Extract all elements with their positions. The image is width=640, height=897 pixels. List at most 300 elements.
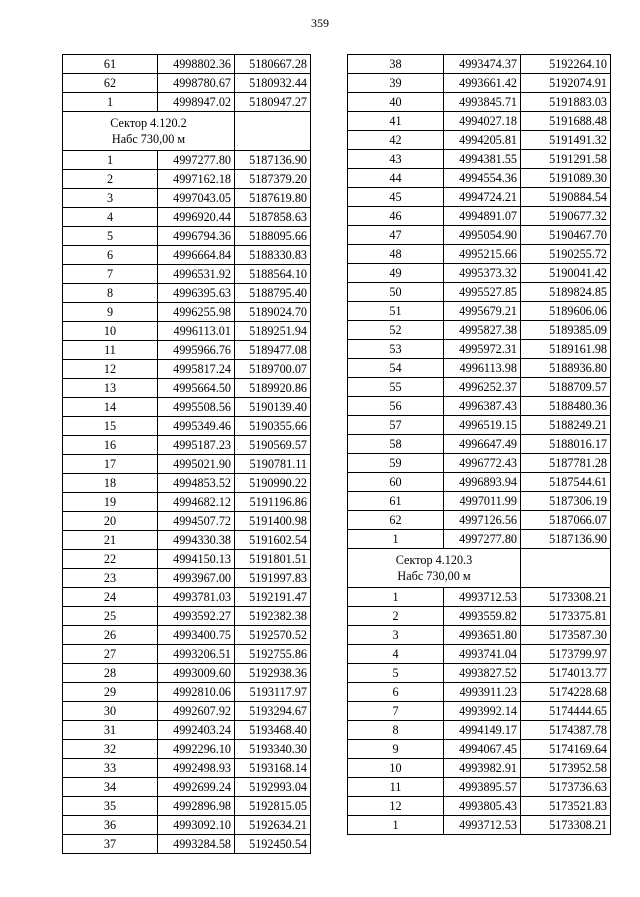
- point-number: 55: [348, 378, 444, 397]
- point-number: 62: [348, 511, 444, 530]
- table-row: [63, 93, 311, 112]
- coord-y: 5188480.36: [521, 397, 611, 416]
- point-number: 32: [63, 740, 158, 759]
- coordinates-table-left: [62, 54, 311, 854]
- point-number: 22: [63, 550, 158, 569]
- table-row: [348, 416, 611, 435]
- point-number: 41: [348, 112, 444, 131]
- point-number: 54: [348, 359, 444, 378]
- point-number: 57: [348, 416, 444, 435]
- table-row: [348, 588, 611, 607]
- table-row: [348, 283, 611, 302]
- coord-x: 4993009.60: [158, 664, 235, 683]
- coord-x: 4996893.94: [444, 473, 521, 492]
- coord-x: 4996647.49: [444, 435, 521, 454]
- table-row: [63, 835, 311, 854]
- table-row: [348, 226, 611, 245]
- point-number: 16: [63, 436, 158, 455]
- point-number: 43: [348, 150, 444, 169]
- point-number: 50: [348, 283, 444, 302]
- point-number: 38: [348, 55, 444, 74]
- sector-height: Набс 730,00 м: [397, 569, 471, 583]
- table-row: [348, 473, 611, 492]
- table-row: [348, 511, 611, 530]
- table-row: [63, 360, 311, 379]
- coord-y: 5173952.58: [521, 759, 611, 778]
- point-number: 62: [63, 74, 158, 93]
- coord-x: 4992896.98: [158, 797, 235, 816]
- coord-y: 5193294.67: [235, 702, 311, 721]
- coord-x: 4996113.98: [444, 359, 521, 378]
- table-row: [63, 512, 311, 531]
- coord-x: 4996387.43: [444, 397, 521, 416]
- coord-y: 5180932.44: [235, 74, 311, 93]
- coord-x: 4996794.36: [158, 227, 235, 246]
- point-number: 3: [348, 626, 444, 645]
- coord-y: 5174387.78: [521, 721, 611, 740]
- point-number: 20: [63, 512, 158, 531]
- coord-y: 5189385.09: [521, 321, 611, 340]
- coord-y: 5173308.21: [521, 588, 611, 607]
- point-number: 25: [63, 607, 158, 626]
- point-number: 5: [63, 227, 158, 246]
- point-number: 14: [63, 398, 158, 417]
- coord-y: 5188709.57: [521, 378, 611, 397]
- coord-x: 4995349.46: [158, 417, 235, 436]
- coord-y: 5192815.05: [235, 797, 311, 816]
- table-row: [348, 55, 611, 74]
- point-number: 17: [63, 455, 158, 474]
- table-row: [63, 208, 311, 227]
- table-row: [63, 303, 311, 322]
- coord-x: 4997162.18: [158, 170, 235, 189]
- coord-x: 4993661.42: [444, 74, 521, 93]
- coord-x: 4993712.53: [444, 816, 521, 835]
- table-row: [63, 322, 311, 341]
- coord-y: 5188016.17: [521, 435, 611, 454]
- coord-y: 5187858.63: [235, 208, 311, 227]
- point-number: 42: [348, 131, 444, 150]
- table-row: [63, 455, 311, 474]
- point-number: 19: [63, 493, 158, 512]
- coord-y: 5191491.32: [521, 131, 611, 150]
- coord-x: 4992498.93: [158, 759, 235, 778]
- point-number: 8: [63, 284, 158, 303]
- coord-x: 4997126.56: [444, 511, 521, 530]
- coord-x: 4996531.92: [158, 265, 235, 284]
- table-row: [348, 683, 611, 702]
- coord-x: 4995966.76: [158, 341, 235, 360]
- point-number: 11: [63, 341, 158, 360]
- coord-y: 5191602.54: [235, 531, 311, 550]
- table-row: [63, 170, 311, 189]
- table-row: [348, 740, 611, 759]
- coord-x: 4993400.75: [158, 626, 235, 645]
- coord-x: 4998947.02: [158, 93, 235, 112]
- coord-x: 4992699.24: [158, 778, 235, 797]
- coord-x: 4993206.51: [158, 645, 235, 664]
- table-row: [348, 702, 611, 721]
- table-row: [348, 359, 611, 378]
- table-row: [63, 74, 311, 93]
- table-row: [63, 759, 311, 778]
- point-number: 8: [348, 721, 444, 740]
- table-row: [348, 759, 611, 778]
- coord-y: 5192570.52: [235, 626, 311, 645]
- coord-y: 5192938.36: [235, 664, 311, 683]
- coord-y: 5190990.22: [235, 474, 311, 493]
- coord-x: 4992810.06: [158, 683, 235, 702]
- coord-x: 4993092.10: [158, 816, 235, 835]
- sector-title: Сектор 4.120.2: [110, 116, 187, 130]
- point-number: 1: [63, 93, 158, 112]
- point-number: 60: [348, 473, 444, 492]
- sector-height: Набс 730,00 м: [111, 132, 186, 146]
- coord-y: 5192634.21: [235, 816, 311, 835]
- table-row: [348, 492, 611, 511]
- coord-x: 4994891.07: [444, 207, 521, 226]
- coord-y: 5192993.04: [235, 778, 311, 797]
- table-row: [63, 341, 311, 360]
- point-number: 51: [348, 302, 444, 321]
- table-row: [348, 607, 611, 626]
- coord-x: 4994682.12: [158, 493, 235, 512]
- coord-y: 5173308.21: [521, 816, 611, 835]
- table-row: [63, 227, 311, 246]
- coord-y: 5193168.14: [235, 759, 311, 778]
- point-number: 23: [63, 569, 158, 588]
- table-row: [63, 569, 311, 588]
- coord-y: 5189824.85: [521, 283, 611, 302]
- table-row: [348, 207, 611, 226]
- coord-x: 4993992.14: [444, 702, 521, 721]
- point-number: 4: [348, 645, 444, 664]
- coord-y: 5174169.64: [521, 740, 611, 759]
- table-row: [63, 531, 311, 550]
- table-row: [63, 740, 311, 759]
- point-number: 37: [63, 835, 158, 854]
- table-row: [63, 797, 311, 816]
- coord-y: 5173736.63: [521, 778, 611, 797]
- point-number: 27: [63, 645, 158, 664]
- point-number: 24: [63, 588, 158, 607]
- point-number: 34: [63, 778, 158, 797]
- point-number: 10: [348, 759, 444, 778]
- table-row: [63, 474, 311, 493]
- coord-y: 5191400.98: [235, 512, 311, 531]
- coord-x: 4997011.99: [444, 492, 521, 511]
- table-row: [63, 645, 311, 664]
- table-row: [63, 721, 311, 740]
- coord-x: 4995817.24: [158, 360, 235, 379]
- point-number: 52: [348, 321, 444, 340]
- coord-x: 4993559.82: [444, 607, 521, 626]
- coord-y: 5191883.03: [521, 93, 611, 112]
- coord-x: 4994027.18: [444, 112, 521, 131]
- point-number: 45: [348, 188, 444, 207]
- coord-x: 4995021.90: [158, 455, 235, 474]
- coord-y: 5188936.80: [521, 359, 611, 378]
- point-number: 12: [348, 797, 444, 816]
- coord-x: 4995827.38: [444, 321, 521, 340]
- table-row: [63, 778, 311, 797]
- point-number: 26: [63, 626, 158, 645]
- point-number: 59: [348, 454, 444, 473]
- coord-y: 5189700.07: [235, 360, 311, 379]
- coord-y: 5190041.42: [521, 264, 611, 283]
- point-number: 61: [348, 492, 444, 511]
- point-number: 18: [63, 474, 158, 493]
- sector-header: [63, 112, 235, 151]
- coord-x: 4993895.57: [444, 778, 521, 797]
- coord-x: 4993967.00: [158, 569, 235, 588]
- coord-x: 4993982.91: [444, 759, 521, 778]
- coord-x: 4993651.80: [444, 626, 521, 645]
- coord-y: 5173375.81: [521, 607, 611, 626]
- point-number: 2: [63, 170, 158, 189]
- coord-x: 4994554.36: [444, 169, 521, 188]
- coord-y: 5187136.90: [235, 151, 311, 170]
- coord-y: 5174444.65: [521, 702, 611, 721]
- coord-x: 4997277.80: [158, 151, 235, 170]
- coord-y: 5189161.98: [521, 340, 611, 359]
- point-number: 3: [63, 189, 158, 208]
- coord-y: 5190255.72: [521, 245, 611, 264]
- coord-y: 5190569.57: [235, 436, 311, 455]
- point-number: 56: [348, 397, 444, 416]
- point-number: 15: [63, 417, 158, 436]
- coord-x: 4996255.98: [158, 303, 235, 322]
- table-row: [63, 398, 311, 417]
- coord-x: 4993805.43: [444, 797, 521, 816]
- coord-y: 5190781.11: [235, 455, 311, 474]
- sector-header-empty-cell: [235, 112, 311, 151]
- table-row: [348, 797, 611, 816]
- point-number: 36: [63, 816, 158, 835]
- table-row: [63, 493, 311, 512]
- table-row: [348, 378, 611, 397]
- coord-y: 5188249.21: [521, 416, 611, 435]
- coord-y: 5190355.66: [235, 417, 311, 436]
- point-number: 1: [348, 530, 444, 549]
- coord-x: 4997043.05: [158, 189, 235, 208]
- table-row: [63, 702, 311, 721]
- point-number: 31: [63, 721, 158, 740]
- point-number: 61: [63, 55, 158, 74]
- point-number: 44: [348, 169, 444, 188]
- coord-y: 5191801.51: [235, 550, 311, 569]
- coord-x: 4996113.01: [158, 322, 235, 341]
- sector-title: Сектор 4.120.3: [395, 553, 473, 567]
- coord-x: 4996920.44: [158, 208, 235, 227]
- coord-x: 4995187.23: [158, 436, 235, 455]
- point-number: 1: [348, 588, 444, 607]
- table-row: [348, 264, 611, 283]
- table-row: [348, 778, 611, 797]
- coord-y: 5193117.97: [235, 683, 311, 702]
- coord-x: 4993741.04: [444, 645, 521, 664]
- table-row: [348, 397, 611, 416]
- coord-y: 5173521.83: [521, 797, 611, 816]
- table-row: [63, 436, 311, 455]
- table-row: [63, 816, 311, 835]
- point-number: 4: [63, 208, 158, 227]
- coord-x: 4998780.67: [158, 74, 235, 93]
- coord-x: 4995972.31: [444, 340, 521, 359]
- sector-header: [348, 549, 521, 588]
- point-number: 53: [348, 340, 444, 359]
- table-row: [348, 150, 611, 169]
- coord-y: 5180667.28: [235, 55, 311, 74]
- sector-header-row: [348, 549, 611, 588]
- point-number: 13: [63, 379, 158, 398]
- coord-y: 5190139.40: [235, 398, 311, 417]
- table-row: [63, 55, 311, 74]
- table-row: [63, 626, 311, 645]
- coord-x: 4994853.52: [158, 474, 235, 493]
- coord-x: 4994330.38: [158, 531, 235, 550]
- coord-y: 5180947.27: [235, 93, 311, 112]
- table-row: [348, 530, 611, 549]
- coord-x: 4994067.45: [444, 740, 521, 759]
- coord-x: 4992296.10: [158, 740, 235, 759]
- coord-y: 5190677.32: [521, 207, 611, 226]
- coord-x: 4995054.90: [444, 226, 521, 245]
- table-row: [63, 683, 311, 702]
- coord-y: 5192264.10: [521, 55, 611, 74]
- table-row: [348, 74, 611, 93]
- page-number: 359: [311, 16, 329, 30]
- coord-x: 4993911.23: [444, 683, 521, 702]
- coord-y: 5192450.54: [235, 835, 311, 854]
- coord-x: 4996395.63: [158, 284, 235, 303]
- table-row: [63, 379, 311, 398]
- coord-y: 5174013.77: [521, 664, 611, 683]
- coord-x: 4993284.58: [158, 835, 235, 854]
- coord-y: 5187544.61: [521, 473, 611, 492]
- coord-x: 4995215.66: [444, 245, 521, 264]
- point-number: 39: [348, 74, 444, 93]
- coord-y: 5188330.83: [235, 246, 311, 265]
- coord-x: 4994507.72: [158, 512, 235, 531]
- coord-y: 5173799.97: [521, 645, 611, 664]
- table-row: [348, 245, 611, 264]
- coord-y: 5192755.86: [235, 645, 311, 664]
- sector-header-empty-cell: [521, 549, 611, 588]
- point-number: 11: [348, 778, 444, 797]
- table-row: [348, 721, 611, 740]
- coord-y: 5189024.70: [235, 303, 311, 322]
- point-number: 1: [348, 816, 444, 835]
- table-row: [348, 302, 611, 321]
- coord-y: 5189606.06: [521, 302, 611, 321]
- coord-y: 5188564.10: [235, 265, 311, 284]
- coord-x: 4996252.37: [444, 378, 521, 397]
- table-row: [63, 417, 311, 436]
- coord-y: 5191291.58: [521, 150, 611, 169]
- table-row: [348, 454, 611, 473]
- table-row: [348, 169, 611, 188]
- point-number: 30: [63, 702, 158, 721]
- coord-x: 4996519.15: [444, 416, 521, 435]
- coord-y: 5192074.91: [521, 74, 611, 93]
- coord-x: 4992403.24: [158, 721, 235, 740]
- coord-x: 4994149.17: [444, 721, 521, 740]
- coord-y: 5189251.94: [235, 322, 311, 341]
- coord-x: 4995527.85: [444, 283, 521, 302]
- table-row: [63, 265, 311, 284]
- table-row: [348, 626, 611, 645]
- table-row: [348, 340, 611, 359]
- table-row: [348, 112, 611, 131]
- coord-x: 4996664.84: [158, 246, 235, 265]
- table-row: [348, 131, 611, 150]
- coord-y: 5187306.19: [521, 492, 611, 511]
- coord-y: 5188795.40: [235, 284, 311, 303]
- table-row: [348, 816, 611, 835]
- coord-y: 5189920.86: [235, 379, 311, 398]
- coord-x: 4995508.56: [158, 398, 235, 417]
- coord-x: 4994150.13: [158, 550, 235, 569]
- table-row: [63, 284, 311, 303]
- coord-y: 5187066.07: [521, 511, 611, 530]
- point-number: 6: [348, 683, 444, 702]
- coord-x: 4993781.03: [158, 588, 235, 607]
- coord-x: 4993827.52: [444, 664, 521, 683]
- coord-y: 5193340.30: [235, 740, 311, 759]
- coord-y: 5173587.30: [521, 626, 611, 645]
- coord-x: 4994724.21: [444, 188, 521, 207]
- table-row: [348, 321, 611, 340]
- table-row: [63, 189, 311, 208]
- table-row: [348, 188, 611, 207]
- point-number: 7: [63, 265, 158, 284]
- coord-y: 5189477.08: [235, 341, 311, 360]
- coord-x: 4995679.21: [444, 302, 521, 321]
- table-row: [63, 588, 311, 607]
- table-row: [348, 93, 611, 112]
- point-number: 49: [348, 264, 444, 283]
- table-row: [348, 645, 611, 664]
- coord-x: 4993474.37: [444, 55, 521, 74]
- point-number: 5: [348, 664, 444, 683]
- coord-x: 4993712.53: [444, 588, 521, 607]
- point-number: 40: [348, 93, 444, 112]
- coord-y: 5191688.48: [521, 112, 611, 131]
- table-row: [63, 550, 311, 569]
- coord-x: 4995373.32: [444, 264, 521, 283]
- coord-y: 5187781.28: [521, 454, 611, 473]
- coordinates-table-right: [347, 54, 611, 835]
- coord-x: 4996772.43: [444, 454, 521, 473]
- point-number: 48: [348, 245, 444, 264]
- table-row: [348, 664, 611, 683]
- coord-y: 5191997.83: [235, 569, 311, 588]
- point-number: 33: [63, 759, 158, 778]
- coord-y: 5191089.30: [521, 169, 611, 188]
- point-number: 58: [348, 435, 444, 454]
- point-number: 2: [348, 607, 444, 626]
- table-row: [63, 246, 311, 265]
- coord-y: 5192191.47: [235, 588, 311, 607]
- coord-y: 5190884.54: [521, 188, 611, 207]
- table-row: [63, 151, 311, 170]
- table-row: [348, 435, 611, 454]
- coord-y: 5187136.90: [521, 530, 611, 549]
- coord-x: 4994205.81: [444, 131, 521, 150]
- coord-x: 4998802.36: [158, 55, 235, 74]
- sector-header-row: [63, 112, 311, 151]
